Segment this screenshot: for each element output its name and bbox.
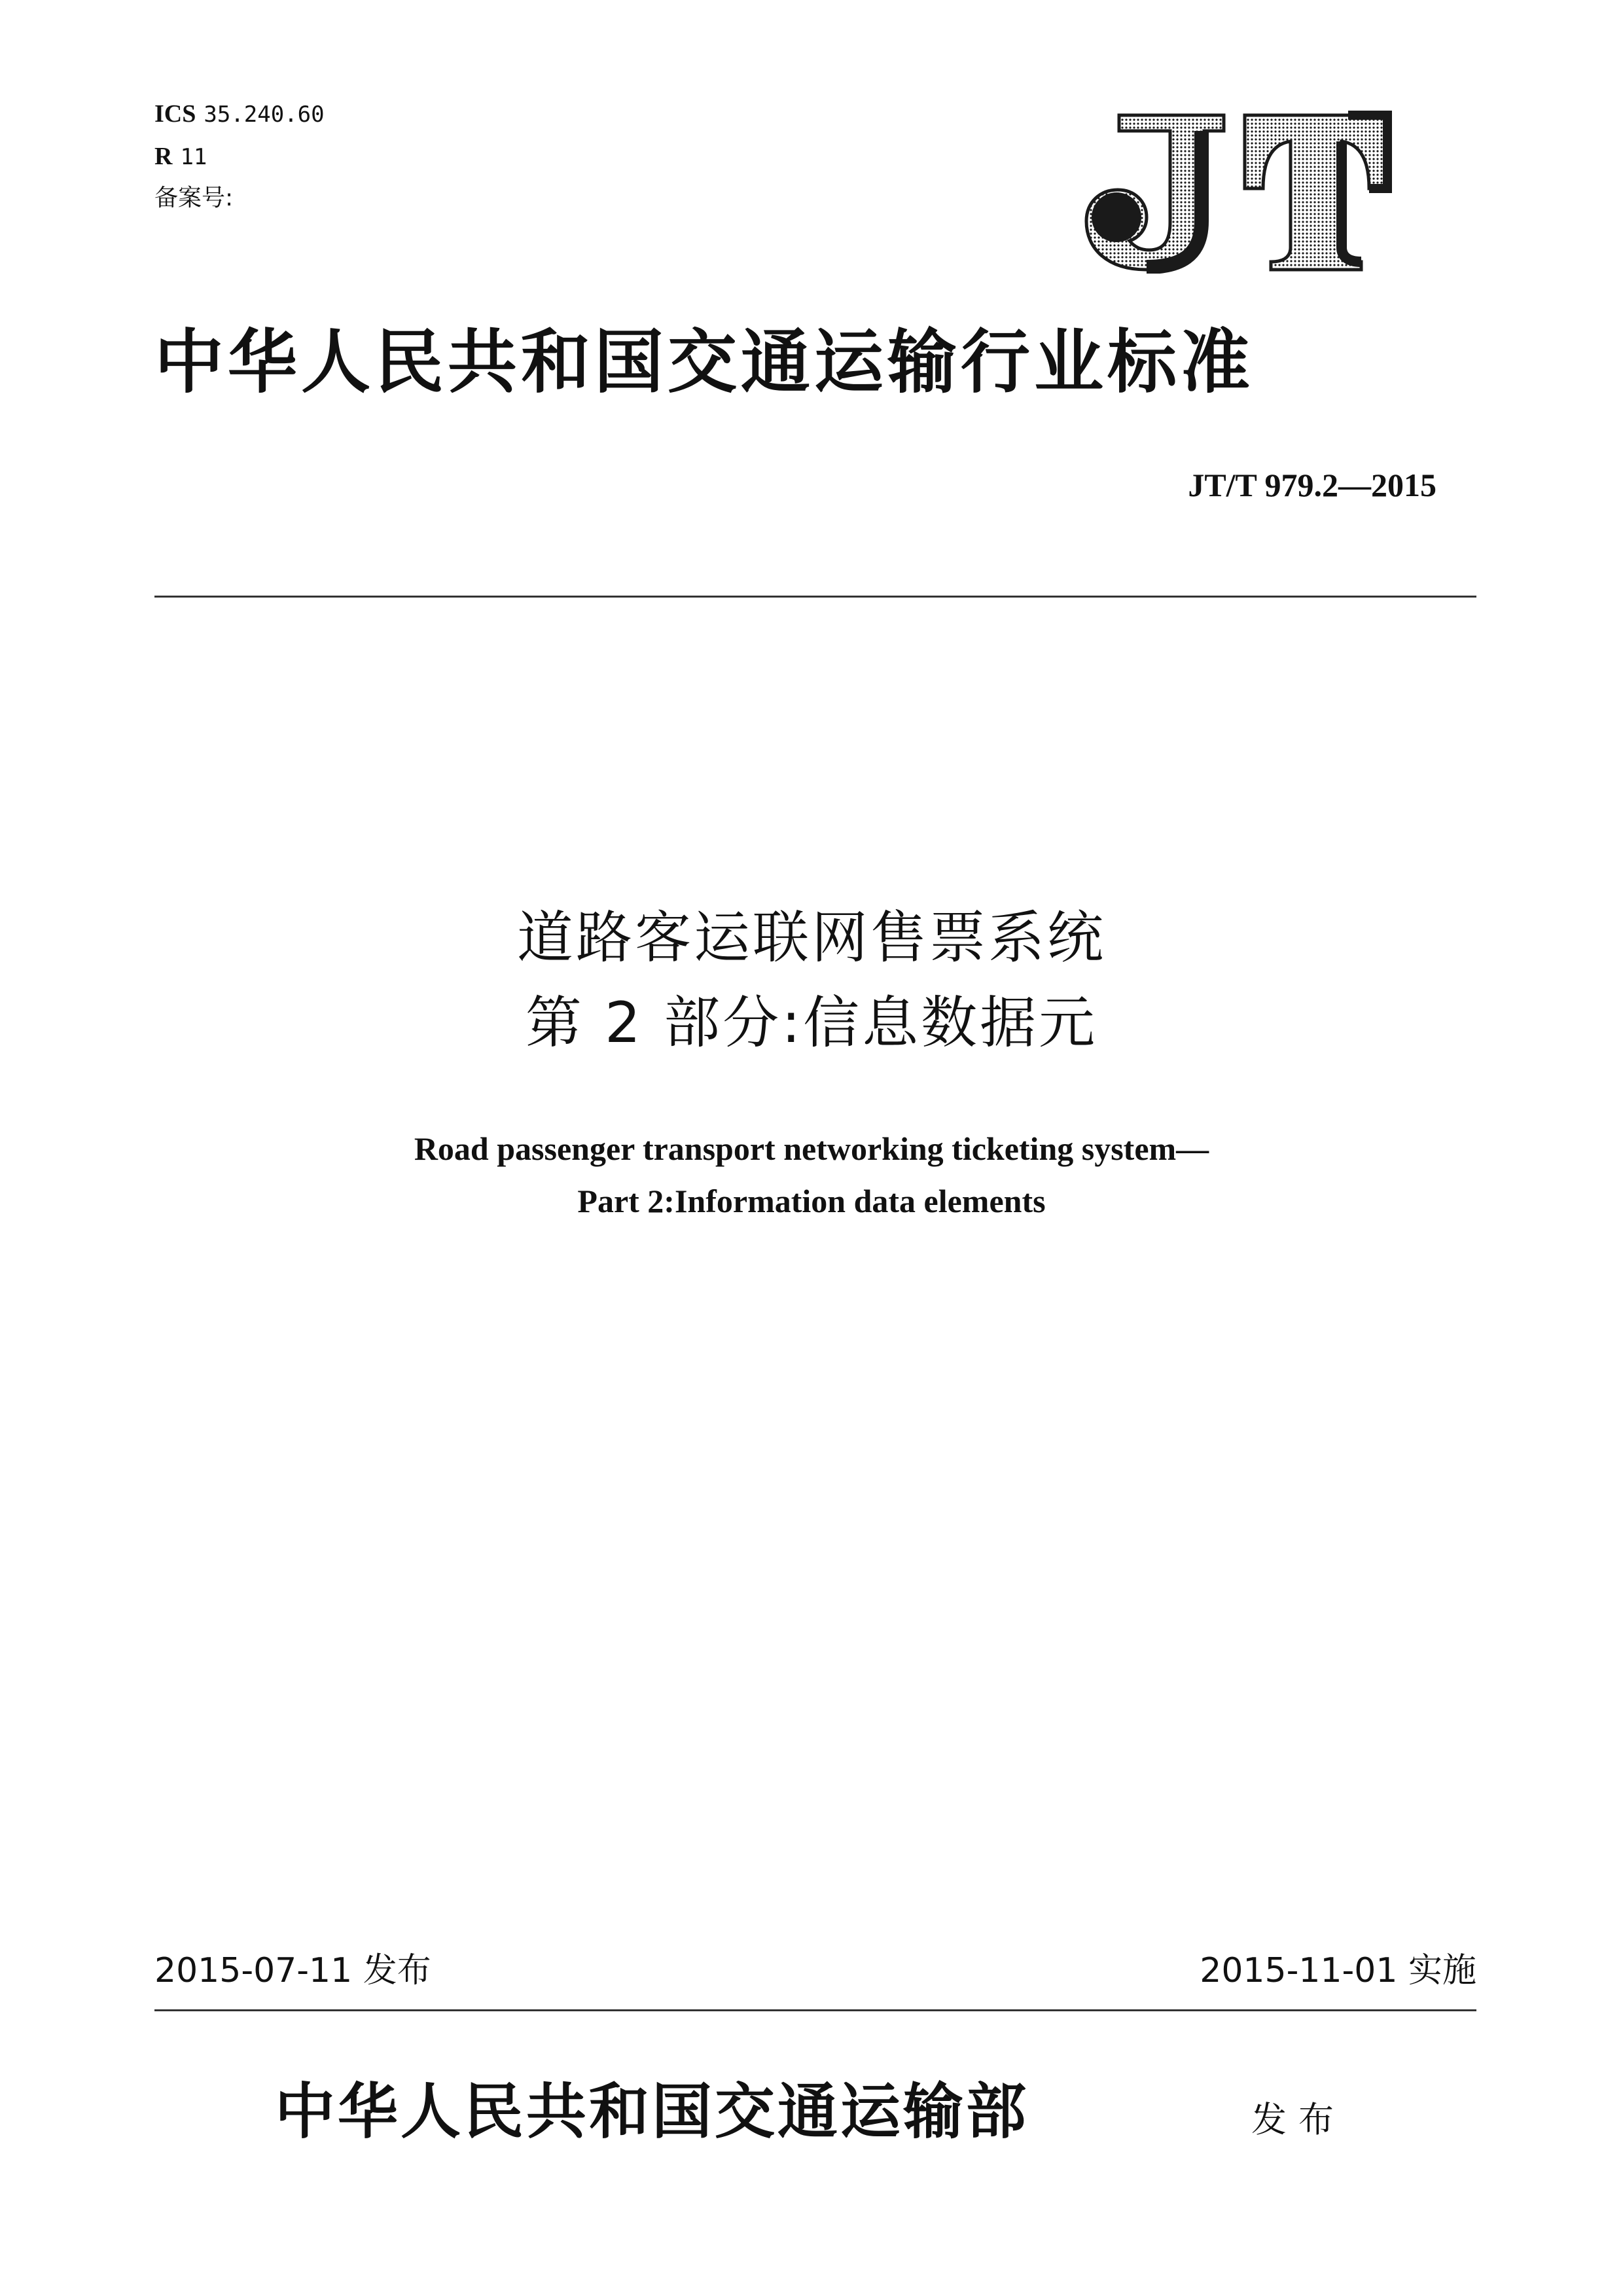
ccs-value: 11	[180, 144, 207, 170]
issue-date: 2015-07-11 发布	[154, 1951, 431, 1990]
ccs-label: R	[154, 143, 173, 170]
logo-letter-j	[1086, 115, 1224, 270]
ics-line	[154, 101, 325, 126]
jt-logo-graphic	[1073, 110, 1394, 274]
ics-label: ICS	[154, 100, 196, 128]
logo-letter-t	[1245, 115, 1387, 270]
ccs-line	[154, 144, 207, 169]
standard-code: JT/T 979.2—2015	[1188, 467, 1436, 503]
ics-value: 35.240.60	[204, 101, 325, 128]
footer-divider	[154, 2009, 1476, 2011]
document-title-en-line1: Road passenger transport networking ticketing system—	[414, 1130, 1209, 1167]
document-title-zh-line1: 道路客运联网售票系统	[517, 905, 1106, 971]
jt-logo	[1073, 110, 1394, 274]
standard-title: 中华人民共和国交通运输行业标准	[154, 321, 1254, 403]
publisher-name: 中华人民共和国交通运输部	[275, 2076, 1029, 2147]
header-divider	[154, 596, 1476, 598]
effective-date: 2015-11-01 实施	[1200, 1951, 1476, 1990]
filing-number-line	[154, 187, 233, 210]
filing-number-label: 备案号:	[154, 185, 234, 211]
publish-action: 发布	[1251, 2099, 1346, 2140]
document-title-zh-line2: 第 2 部分:信息数据元	[525, 990, 1098, 1056]
document-title-en-line2: Part 2:Information data elements	[577, 1183, 1046, 1219]
